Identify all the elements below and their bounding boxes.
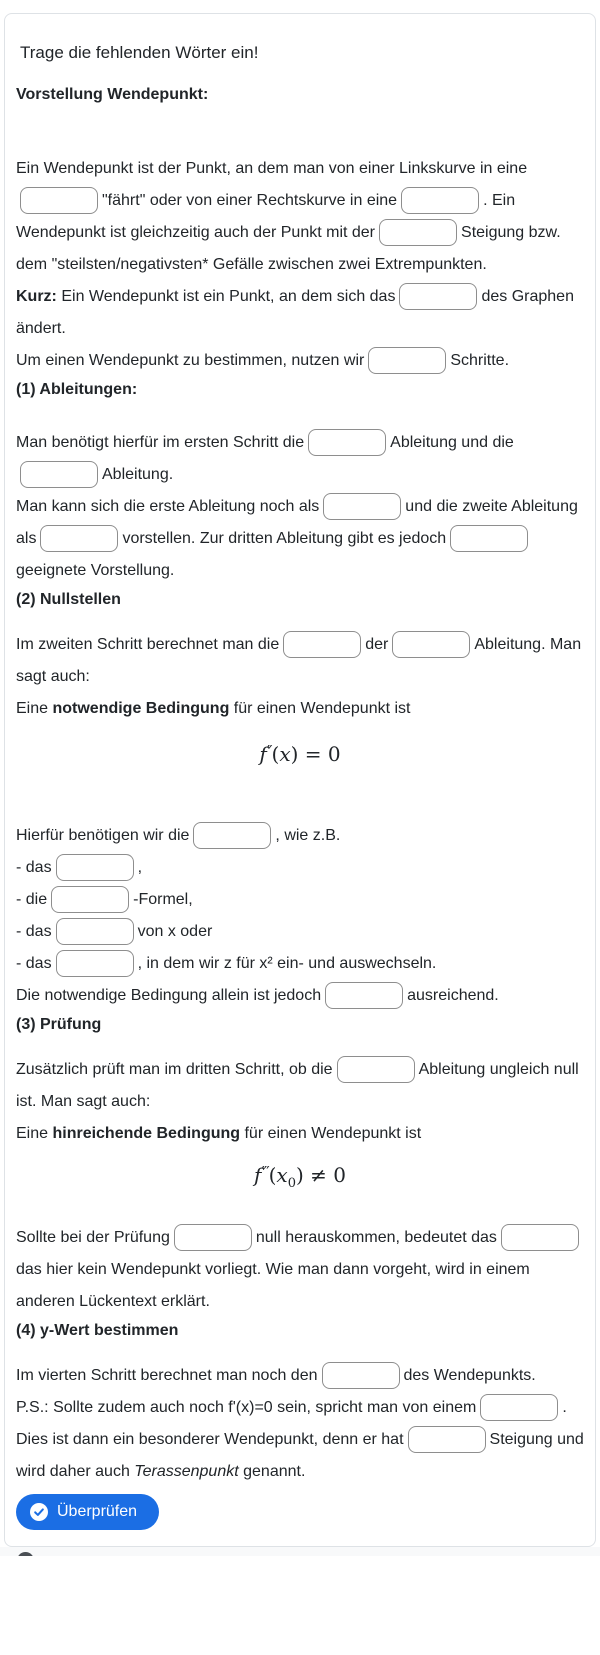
blank-8[interactable] xyxy=(323,493,401,520)
blank-16[interactable] xyxy=(56,918,134,945)
heading-nullstellen: (2) Nullstellen xyxy=(16,591,121,608)
paragraph-hierfuer xyxy=(16,820,584,980)
blank-20[interactable] xyxy=(174,1224,252,1251)
text-run: ausreichend. xyxy=(407,987,499,1004)
math-primes: ′′ xyxy=(266,742,272,760)
text-run: - das xyxy=(16,923,52,940)
text-run: Hierfür benötigen wir die xyxy=(16,827,190,844)
paragraph-nullstellen xyxy=(16,629,584,693)
partial-avatar-circle xyxy=(17,1552,34,1556)
blank-2[interactable] xyxy=(401,187,479,214)
paragraph-schritte xyxy=(16,345,584,377)
math-paren: ) xyxy=(290,742,299,766)
bold-run: notwendige Bedingung xyxy=(52,700,230,717)
math-subscript: 0 xyxy=(287,1176,296,1191)
check-button-label: Überprüfen xyxy=(57,1503,138,1520)
heading-pruefung: (3) Prüfung xyxy=(16,1016,102,1033)
text-run: null herauskommen, bedeutet das xyxy=(255,1229,497,1246)
blank-12[interactable] xyxy=(392,631,470,658)
blank-6[interactable] xyxy=(308,429,386,456)
paragraph-notwendige-bedingung xyxy=(16,693,584,725)
text-run: Im zweiten Schritt berechnet man die xyxy=(16,636,280,653)
math-function: f xyxy=(253,1163,262,1187)
paragraph-sollte xyxy=(16,1222,584,1318)
blank-1[interactable] xyxy=(20,187,98,214)
text-run: geeignete Vorstellung. xyxy=(16,562,175,579)
blank-23[interactable] xyxy=(480,1394,558,1421)
text-run: . Ein Wendepunkt ist gleichzeitig auch der Punkt mit der xyxy=(16,192,516,241)
blank-17[interactable] xyxy=(56,950,134,977)
text-run: genannt. xyxy=(238,1463,306,1480)
text-run: Eine xyxy=(16,700,53,717)
blank-15[interactable] xyxy=(51,886,129,913)
blank-22[interactable] xyxy=(322,1362,400,1389)
list-item xyxy=(16,884,584,916)
paragraph-ps xyxy=(16,1392,584,1488)
text-run: P.S.: Sollte zudem auch noch f'(x)=0 sein, spricht man von einem xyxy=(16,1399,477,1416)
text-run: - das xyxy=(16,955,52,972)
check-button[interactable] xyxy=(16,1494,159,1530)
formula-third-derivative xyxy=(16,1158,584,1198)
text-run: -Formel, xyxy=(133,891,193,908)
text-run: und die zweite Ableitung als xyxy=(16,498,578,547)
text-run: Ein Wendepunkt ist der Punkt, an dem man von einer Linkskurve in eine xyxy=(16,160,528,177)
text-run: - die xyxy=(16,891,48,908)
footer-strip xyxy=(0,1547,600,1556)
text-run: Die notwendige Bedingung allein ist jedoch xyxy=(16,987,322,1004)
text-run: vorstellen. Zur dritten Ableitung gibt es jedoch xyxy=(122,530,447,547)
text-run: Ein Wendepunkt ist ein Punkt, an dem sich das xyxy=(56,288,396,305)
math-paren: ) xyxy=(295,1163,304,1187)
paragraph-ableitungen xyxy=(16,427,584,587)
text-run: Im vierten Schritt berechnet man noch den xyxy=(16,1367,318,1384)
blank-7[interactable] xyxy=(20,461,98,488)
hierfuer-intro-line xyxy=(16,820,584,852)
paragraph-pruefung xyxy=(16,1054,584,1118)
heading-vorstellung: Vorstellung Wendepunkt: xyxy=(16,86,209,103)
math-rhs: ≠ 0 xyxy=(303,1163,346,1187)
text-run: Ableitung. Man sagt auch: xyxy=(16,636,582,685)
math-paren: ( xyxy=(271,742,280,766)
blank-5[interactable] xyxy=(368,347,446,374)
blank-4[interactable] xyxy=(399,283,477,310)
text-run: Eine xyxy=(16,1125,53,1142)
blank-10[interactable] xyxy=(450,525,528,552)
formula-second-derivative xyxy=(16,737,584,768)
paragraph-hinreichende-bedingung xyxy=(16,1118,584,1150)
italic-run: Terassenpunkt xyxy=(134,1463,239,1480)
text-run: Sollte bei der Prüfung xyxy=(16,1229,170,1246)
math-variable: x xyxy=(279,742,291,766)
heading-ableitungen: (1) Ableitungen: xyxy=(16,381,138,398)
exercise-card xyxy=(4,13,596,1547)
check-circle-icon xyxy=(30,1503,48,1521)
text-run: für einen Wendepunkt ist xyxy=(229,700,411,717)
math-paren: ( xyxy=(268,1163,277,1187)
text-run: , wie z.B. xyxy=(275,827,341,844)
text-run: Ableitung ungleich null ist. Man sagt auch: xyxy=(16,1061,579,1110)
page-title: Trage die fehlenden Wörter ein! xyxy=(20,43,259,62)
blank-18[interactable] xyxy=(325,982,403,1009)
text-run: Steigung und wird daher auch xyxy=(16,1431,584,1480)
text-run: für einen Wendepunkt ist xyxy=(240,1125,422,1142)
list-item xyxy=(16,916,584,948)
text-run: das hier kein Wendepunkt vorliegt. Wie man dann vorgeht, wird in einem anderen Lückentext erklärt. xyxy=(16,1261,530,1310)
math-variable: x xyxy=(276,1163,288,1187)
text-run: , in dem wir z für x² ein- und auswechseln. xyxy=(137,955,437,972)
text-run: , xyxy=(137,859,143,876)
heading-ywert: (4) y-Wert bestimmen xyxy=(16,1322,179,1339)
text-run: . Dies ist dann ein besonderer Wendepunkt, denn er hat xyxy=(16,1399,567,1448)
text-run: der xyxy=(365,636,389,653)
blank-3[interactable] xyxy=(379,219,457,246)
blank-19[interactable] xyxy=(337,1056,415,1083)
math-function: f xyxy=(259,742,267,766)
math-primes: ′′′ xyxy=(261,1163,269,1181)
paragraph-ywert xyxy=(16,1360,584,1392)
text-run: - das xyxy=(16,859,52,876)
kurz-label: Kurz: xyxy=(16,288,57,305)
blank-24[interactable] xyxy=(408,1426,486,1453)
text-run: Steigung bzw. dem "steilsten/negativsten* Gefälle zwischen zwei Extrempunkten. xyxy=(16,224,561,273)
math-rhs: = 0 xyxy=(298,742,341,766)
list-item xyxy=(16,852,584,884)
text-run: Ableitung. xyxy=(102,466,174,483)
text-run: des Wendepunkts. xyxy=(403,1367,536,1384)
text-run: Ableitung und die xyxy=(390,434,514,451)
text-run: Man benötigt hierfür im ersten Schritt die xyxy=(16,434,305,451)
text-run: des Graphen ändert. xyxy=(16,288,574,337)
text-run: Zusätzlich prüft man im dritten Schritt, ob die xyxy=(16,1061,333,1078)
text-run: von x oder xyxy=(137,923,213,940)
blank-21[interactable] xyxy=(501,1224,579,1251)
text-run: Um einen Wendepunkt zu bestimmen, nutzen wir xyxy=(16,352,365,369)
blank-14[interactable] xyxy=(56,854,134,881)
blank-9[interactable] xyxy=(40,525,118,552)
text-run: "fährt" oder von einer Rechtskurve in eine xyxy=(102,192,398,209)
blank-13[interactable] xyxy=(193,822,271,849)
paragraph-allein xyxy=(16,980,584,1012)
text-run: Man kann sich die erste Ableitung noch als xyxy=(16,498,320,515)
paragraph-vorstellung xyxy=(16,153,584,281)
text-run: Schritte. xyxy=(450,352,510,369)
bold-run: hinreichende Bedingung xyxy=(52,1125,241,1142)
paragraph-kurz xyxy=(16,281,584,345)
list-item xyxy=(16,948,584,980)
blank-11[interactable] xyxy=(283,631,361,658)
